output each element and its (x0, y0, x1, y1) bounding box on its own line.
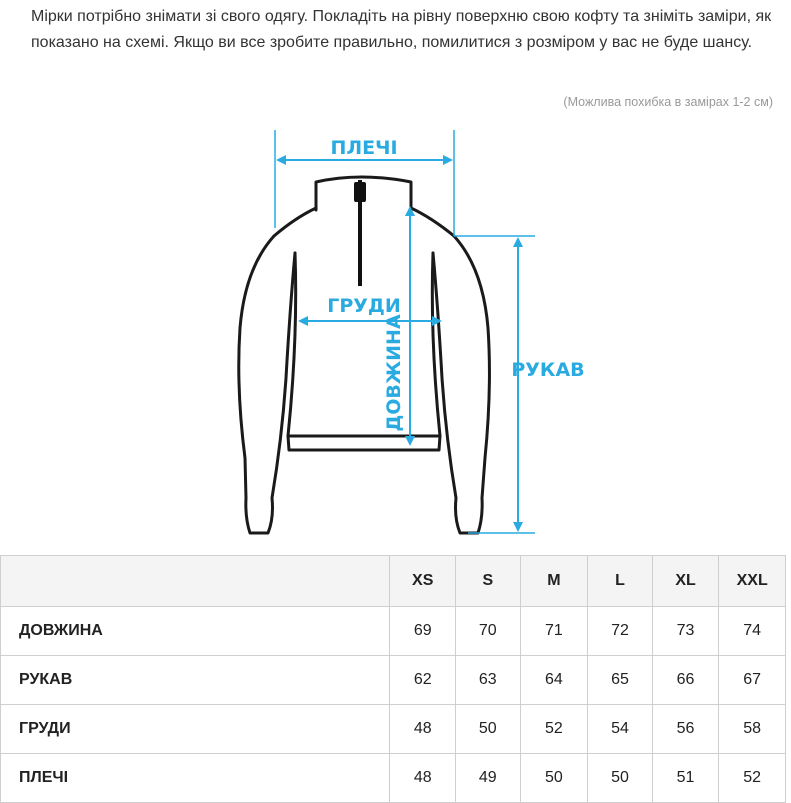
header-size-l: L (588, 556, 653, 607)
table-cell: 58 (719, 705, 786, 754)
table-cell: 74 (719, 607, 786, 656)
table-row-chest (1, 705, 786, 754)
table-cell: 71 (520, 607, 588, 656)
header-size-m: M (520, 556, 588, 607)
size-table (0, 555, 786, 803)
table-cell: 52 (520, 705, 588, 754)
label-sleeve: РУКАВ (511, 359, 585, 381)
table-cell: 65 (588, 656, 653, 705)
table-cell: 72 (588, 607, 653, 656)
table-cell: 69 (390, 607, 456, 656)
table-row-sleeve (1, 656, 786, 705)
table-cell: 48 (390, 705, 456, 754)
table-row-shoulders (1, 754, 786, 803)
measurement-diagram (200, 118, 620, 548)
table-cell: 48 (390, 754, 456, 803)
label-chest: ГРУДИ (327, 295, 401, 317)
table-cell: 50 (520, 754, 588, 803)
zipper-graphic (354, 180, 366, 286)
table-cell: 50 (588, 754, 653, 803)
table-cell: 54 (588, 705, 653, 754)
table-cell: 62 (390, 656, 456, 705)
header-corner (1, 556, 390, 607)
table-cell: 50 (456, 705, 521, 754)
table-cell: 67 (719, 656, 786, 705)
table-cell: 56 (652, 705, 719, 754)
header-size-xs: XS (390, 556, 456, 607)
size-header-row (1, 556, 786, 607)
row-label: ПЛЕЧІ (1, 754, 390, 803)
sweater-outline (239, 177, 490, 533)
chest-measure (300, 295, 440, 321)
table-cell: 49 (456, 754, 521, 803)
length-measure (383, 208, 410, 444)
sleeve-measure (454, 236, 585, 533)
table-cell: 63 (456, 656, 521, 705)
row-label: ДОВЖИНА (1, 607, 390, 656)
header-size-xl: XL (652, 556, 719, 607)
measurement-note: (Можлива похибка в замірах 1-2 см) (563, 95, 773, 109)
table-row-length (1, 607, 786, 656)
header-size-s: S (456, 556, 521, 607)
table-cell: 51 (652, 754, 719, 803)
label-shoulders: ПЛЕЧІ (330, 137, 398, 159)
intro-text: Мірки потрібно знімати зі свого одягу. Покладіть на рівну поверхню свою кофту та зніміть заміри, як показано на схемі. Якщо ви все зробите правильно, помилитися з розміром у вас не буде шансу. (31, 8, 772, 51)
table-cell: 66 (652, 656, 719, 705)
table-cell: 73 (652, 607, 719, 656)
row-label: РУКАВ (1, 656, 390, 705)
table-cell: 64 (520, 656, 588, 705)
row-label: ГРУДИ (1, 705, 390, 754)
table-cell: 70 (456, 607, 521, 656)
header-size-xxl: XXL (719, 556, 786, 607)
label-length: ДОВЖИНА (383, 314, 405, 432)
table-cell: 52 (719, 754, 786, 803)
